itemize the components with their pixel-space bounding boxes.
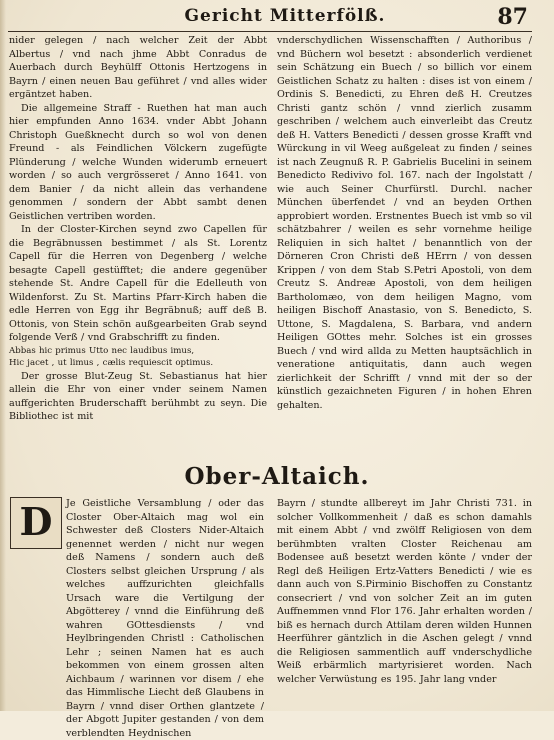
epitaph-line: Hic jacet , ut limus , cælis requiescit optimus.: [9, 358, 214, 368]
page-gutter-shadow: [0, 0, 6, 711]
section-heading: Ober-Altaich.: [184, 463, 370, 490]
page-number: 87: [497, 4, 528, 30]
paragraph: Je Geistliche Versamblung / oder das Closter Ober-Altaich mag wol ein Schwester deß Closters Nider-Altaich genennet werden / nicht nur wegen deß Namens / sondern auch deß Closters selbst gleichen Ursprung / als welches auffzurichten gleichfalls Ursach ware die Vertilgung der Abgötterey / vnnd die Einführung deß wahren GOttesdiensts / vnd Heylbringenden Christl : Catholischen Lehr ; seinen Namen hat es auch bekommen von einem grossen alten Aichbaum / warinnen vor disem / ehe das Himmlische Liecht deß Glaubens in Bayrn / vnnd diser Orthen glantzete / der Abgott Jupiter gestanden / von dem verblendten Heydnischen: [66, 498, 264, 739]
bottom-left-column: [66, 497, 264, 740]
paragraph: Der grosse Blut-Zeug St. Sebastianus hat hier allein die Ehr von einer vnder seinem Namen auffgerichten Bruderschafft berühmbt zu seyn. Die Bibliothec ist mit: [9, 370, 267, 422]
paragraph: Bayrn / stundte allbereyt im Jahr Christi 731. in solcher Vollkommenheit / daß es schon damahls mit einem Abbt / vnd zwölff Religiosen von dem berühmbten vralten Closter Reichenau am Bodensee auß besetzt werden könte / vnder der Regl deß Heiligen Ertz-Vatters Benedicti / wie es dann auch von S.Pirminio Bischoffen zu Constantz consecriert / vnd von solcher Zeit an im guten Auffnemmen vnnd Flor 176. Jahr erhalten worden / biß es hernach durch Attilam deren wilden Hunnen Heerführer gäntzlich in die Aschen gelegt / vnnd die Religiosen sammentlich auff vnderschydliche Weiß erbärmlich martyrisieret worden. Nach welcher Verwüstung es 195. Jahr lang vnder: [277, 498, 532, 685]
top-left-column: [9, 34, 267, 424]
header-rule: [8, 31, 532, 32]
paragraph: Die allgemeine Straff - Ruethen hat man auch hier empfunden Anno 1634. vnder Abbt Johann Christoph Gueßknecht durch so wol von denen Freund - als Feindlichen Völckern zugefügte Plünderung / welche Wunden widerumb erneuert worden / so auch vergrösseret / Anno 1641. von dem Banier / da nicht allein das verhandene genommen / sondern der Abbt sambt denen Geistlichen vertriben worden.: [9, 102, 267, 222]
paragraph: vnderschydlichen Wissenschafften / Authoribus / vnd Büchern wol besetzt : absonderlich verdienet sein Schätzung ein Buech / so billich vor einem Geistlichen Schatz zu halten : dises ist von einem / Ordinis S. Benedicti, zu Ehren deß H. Creutzes Christi gantz schön / vnnd zierlich zusamm geschriben / welchem auch einverleibt das Creutz deß H. Vatters Benedicti / dessen grosse Krafft vnd Würckung in vil Weeg außgeleat zu finden / seines ist nach Zeugnuß R. P. Gabrielis Bucelini in seinem Benedicto Redivivo fol. 167. nach der Ingolstatt / wie auch Seiner Churfürstl. Durchl. nacher München überfendet / vnd an beyden Orthen approbiert worden. Erstnentes Buech ist vmb so vil schätzbahrer / weilen es sehr vornehme heilige Reliquien in sich haltet / benanntlich von der Dörneren Cron Christi deß HErrn / von dessen Krippen / von dem Stab S.Petri Apostoli, von dem Creutz S. Andreæ Apostoli, von dem heiligen Bartholomæo, von dem heiligen Magno, vom heiligen Bischoff Anastasio, von S. Benedicto, S. Uttone, S. Magdalena, S. Barbara, vnd andern Heiligen GOttes mehr. Solches ist ein grosses Buech / vnd wird allda zu Metten hauptsächlich in veneratione antiquitatis, dann auch wegen zierlichkeit der Schrifft / vnnd mit der so der künstlich gezaichneten Figuren / in hohen Ehren gehalten.: [277, 35, 532, 411]
paragraph: nider gelegen / nach welcher Zeit der Abbt Albertus / vnd nach jhme Abbt Conradus de Auerbach durch Beyhülff Ottonis Hertzogens in Bayrn / einen neuen Bau geführet / vnd alles wider ergäntzet haben.: [9, 35, 267, 100]
epitaph-line: Abbas hic primus Utto nec laudibus imus,: [9, 345, 195, 356]
initial-letter: D: [19, 499, 53, 544]
bottom-right-column: [277, 497, 532, 686]
paragraph: In der Closter-Kirchen seynd zwo Capellen für die Begräbnussen bestimmet / als St. Lorentz Capell für die Herren von Degenberg / welche besagte Capell gestüfftet; die andere gegenüber stehende St. Andre Capell für die Edelleuth von Wildenforst. Zu St. Martins Pfarr-Kirch haben die edle Herren von Egg ihr Begräbnuß; auff deß B. Ottonis, von Stein schön außgearbeiten Grab seynd folgende Verß / vnd Grabschrifft zu finden.: [9, 224, 267, 343]
running-head: Gericht Mitterfölß.: [184, 6, 386, 26]
top-right-column: [277, 34, 532, 412]
decorated-initial: [10, 497, 62, 549]
